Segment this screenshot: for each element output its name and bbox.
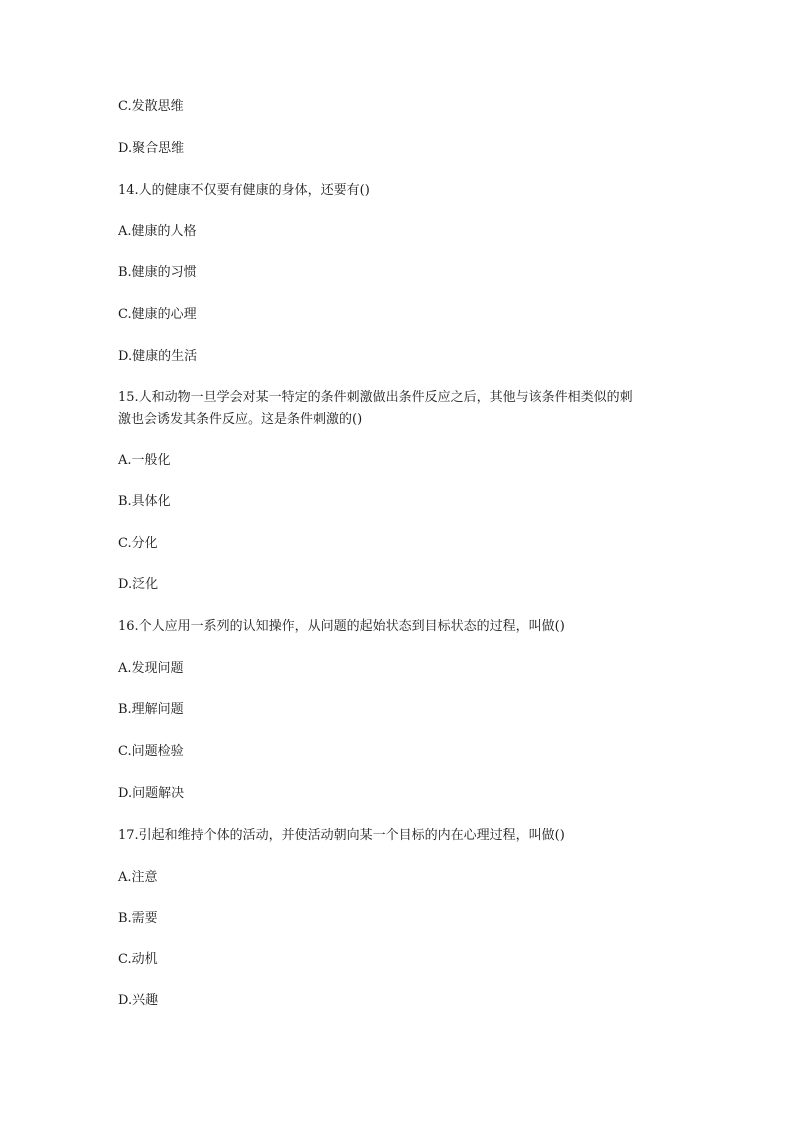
option-15-a: A.一般化 (118, 453, 171, 468)
question-17: 17.引起和维持个体的活动，并使活动朝向某一个目标的内在心理过程，叫做() (118, 828, 565, 843)
question-15-line-1: 15.人和动物一旦学会对某一特定的条件刺激做出条件反应之后，其他与该条件相类似的刺 (118, 390, 633, 405)
option-14-c: C.健康的心理 (118, 307, 197, 322)
option-17-c: C.动机 (118, 952, 158, 967)
question-14: 14.人的健康不仅要有健康的身体，还要有() (118, 183, 370, 198)
option-16-b: B.理解问题 (118, 702, 184, 717)
option-15-d: D.泛化 (118, 577, 159, 592)
option-15-c: C.分化 (118, 536, 158, 551)
option-14-a: A.健康的人格 (118, 224, 197, 239)
option-14-d: D.健康的生活 (118, 349, 198, 364)
question-15-line-2: 激也会诱发其条件反应。这是条件刺激的() (118, 412, 363, 427)
question-16: 16.个人应用一系列的认知操作，从问题的起始状态到目标状态的过程，叫做() (118, 619, 565, 634)
option-17-d: D.兴趣 (118, 993, 159, 1008)
option-13-d: D.聚合思维 (118, 141, 185, 156)
option-16-c: C.问题检验 (118, 744, 184, 759)
option-16-a: A.发现问题 (118, 661, 184, 676)
option-15-b: B.具体化 (118, 494, 171, 509)
option-17-b: B.需要 (118, 911, 158, 926)
option-13-c: C.发散思维 (118, 99, 184, 114)
option-14-b: B.健康的习惯 (118, 265, 197, 280)
option-16-d: D.问题解决 (118, 786, 185, 801)
option-17-a: A.注意 (118, 870, 158, 885)
